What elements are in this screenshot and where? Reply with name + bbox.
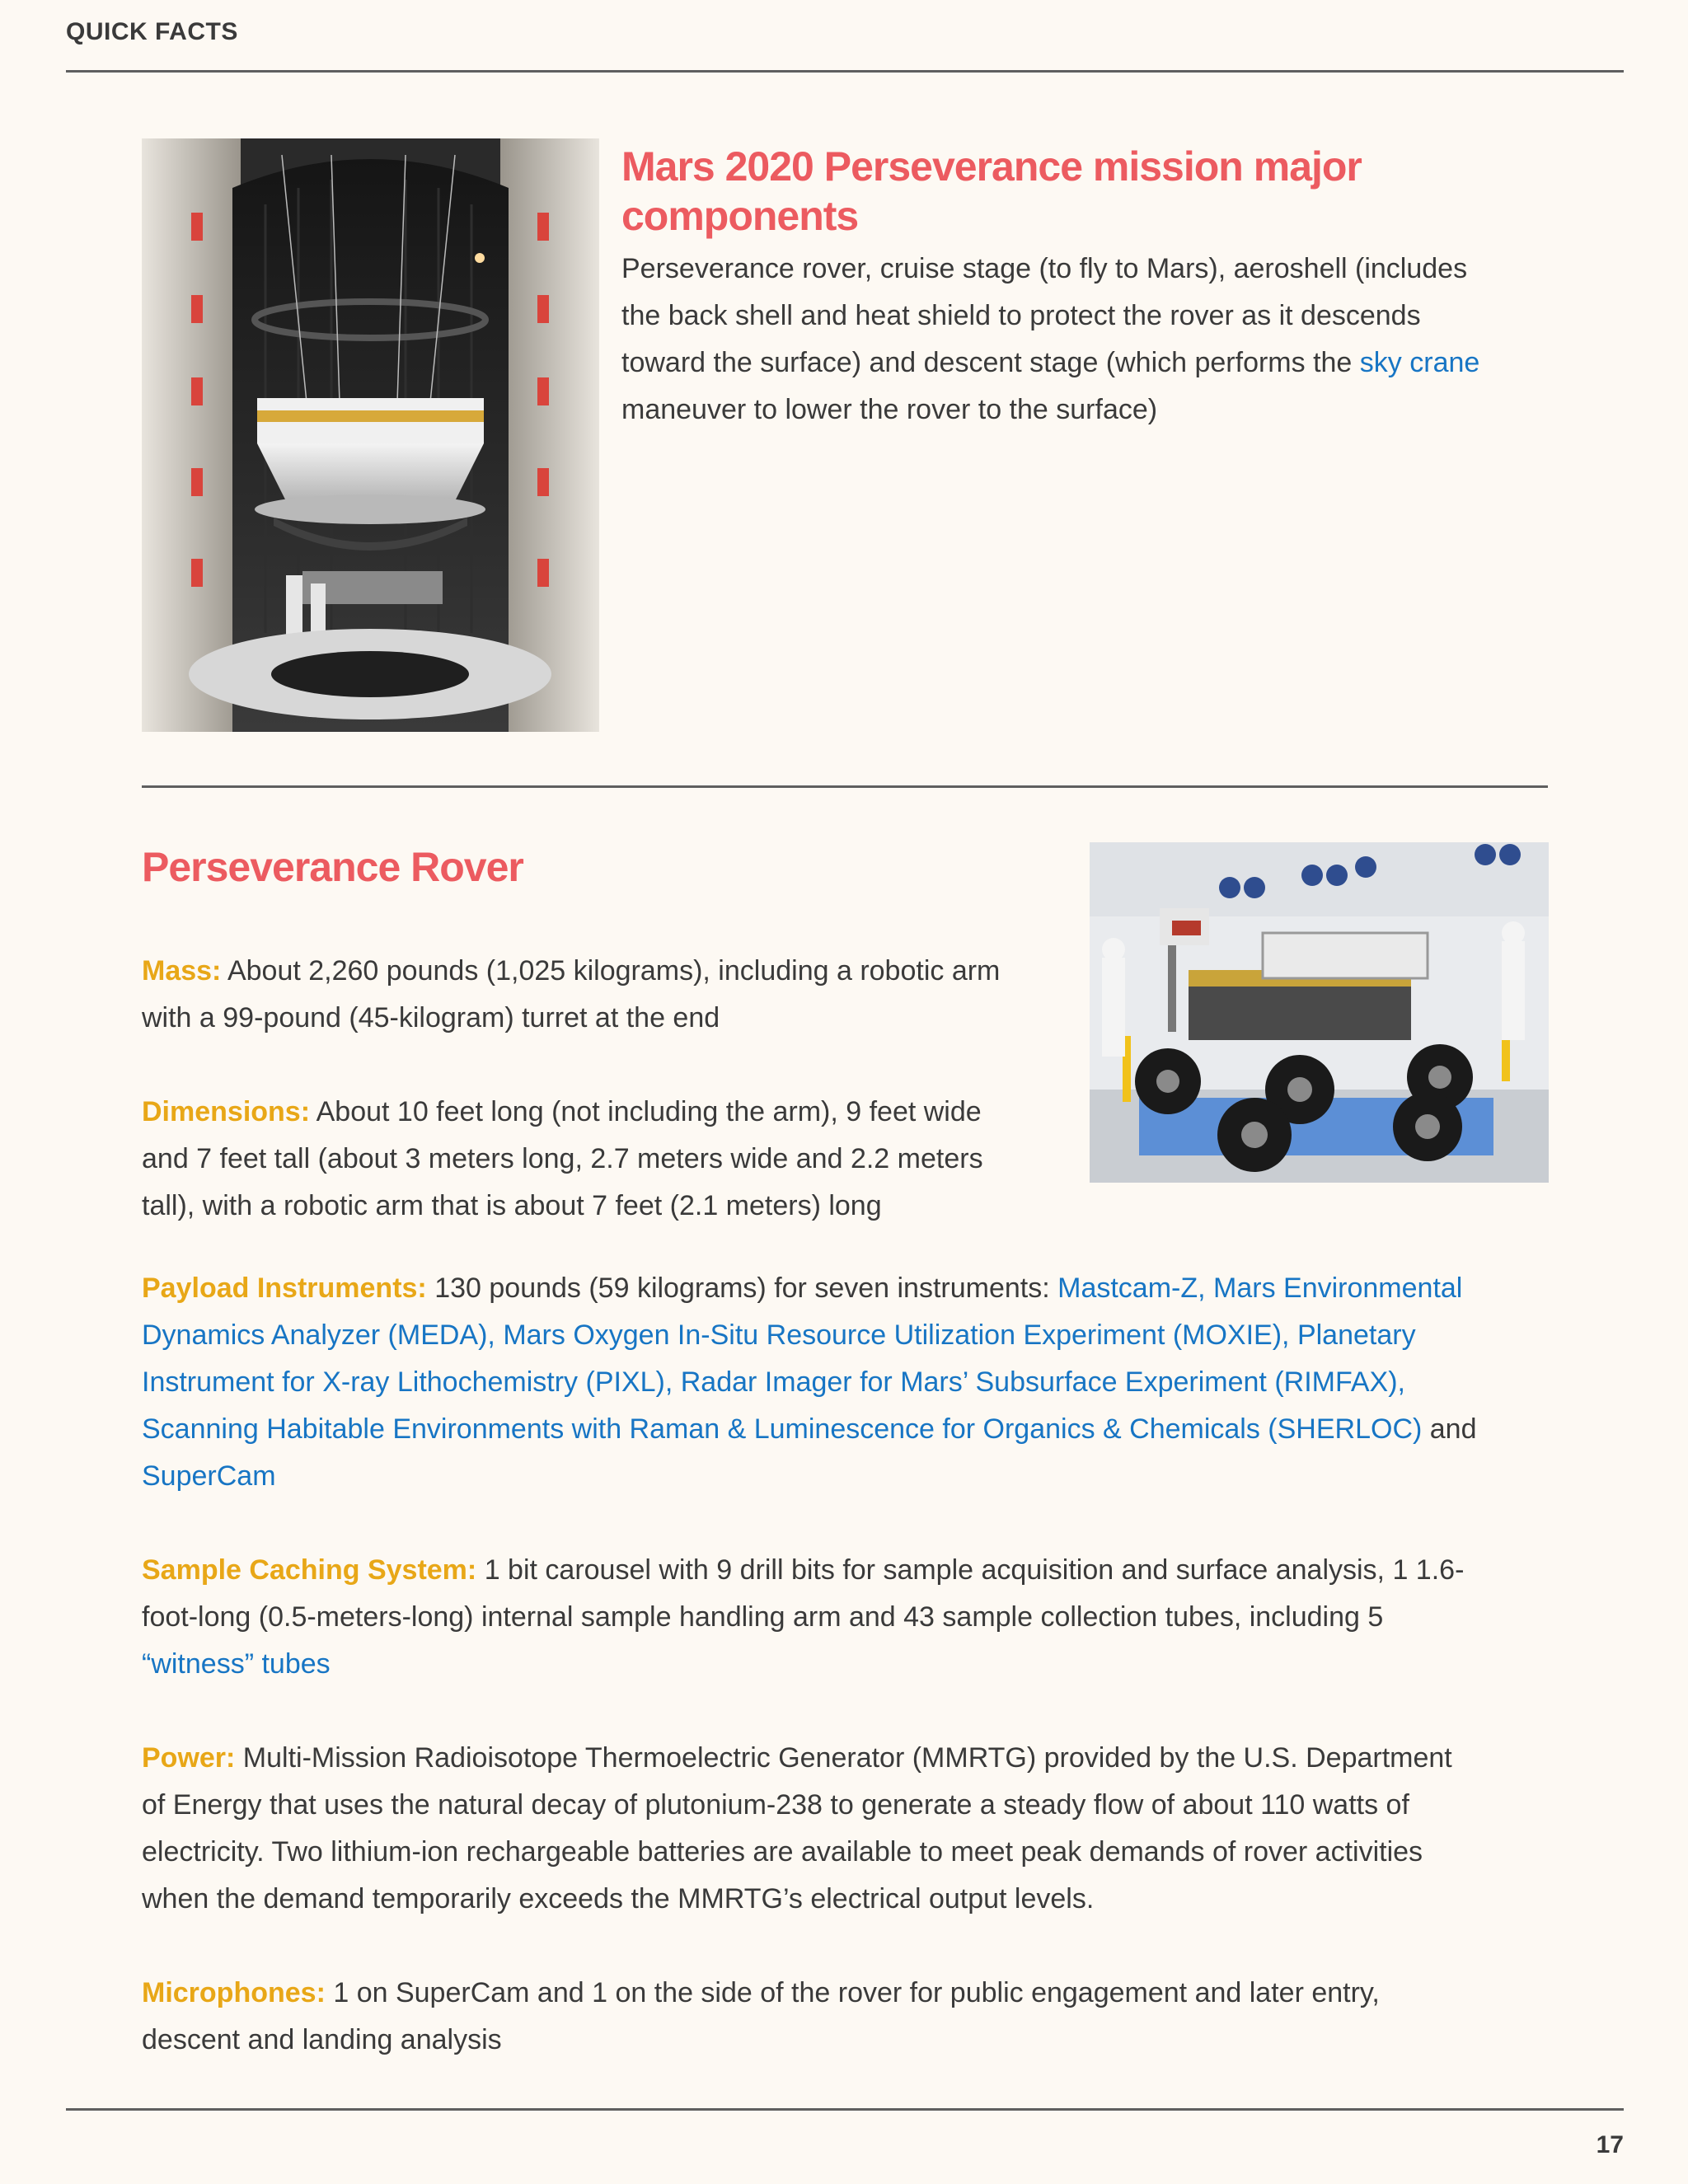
microphones-text: 1 on SuperCam and 1 on the side of the rover for public engagement and later entry, descent and landing analysis (142, 1977, 1380, 2055)
rover-photo (1090, 842, 1549, 1183)
mass-fact (142, 948, 1015, 1042)
top-divider (66, 70, 1624, 73)
power-text: Multi-Mission Radioisotope Thermoelectric Generator (MMRTG) provided by the U.S. Department of Energy that uses the natural decay of plutonium-238 to generate a steady flow of about 110 watts of electricity. Two lithium-ion rechargeable batteries are available to meet peak demands of rover activities when the demand temporarily exceeds the MMRTG’s electrical output levels. (142, 1742, 1452, 1915)
section-label: QUICK FACTS (66, 18, 238, 45)
mass-text: About 2,260 pounds (1,025 kilograms), including a robotic arm with a 99-pound (45-kilogram) turret at the end (142, 955, 1001, 1033)
sample-caching-label: Sample Caching System: (142, 1554, 477, 1586)
payload-and: and (1422, 1413, 1477, 1445)
components-description (621, 246, 1495, 434)
dimensions-fact (142, 1089, 1015, 1230)
payload-text: 130 pounds (59 kilograms) for seven instruments: (426, 1272, 1058, 1304)
witness-tubes-link[interactable]: “witness” tubes (142, 1648, 331, 1680)
sky-crane-link[interactable]: sky crane (1359, 347, 1480, 378)
payload-label: Payload Instruments: (142, 1272, 427, 1304)
power-label: Power: (142, 1742, 236, 1774)
microphones-label: Microphones: (142, 1977, 326, 2008)
spacecraft-assembly-photo (142, 138, 599, 732)
components-text-after: maneuver to lower the rover to the surface) (621, 394, 1158, 425)
bottom-divider (66, 2108, 1624, 2111)
sample-caching-text: 1 bit carousel with 9 drill bits for sample acquisition and surface analysis, 1 1.6-foot-long (0.5-meters-long) internal sample handling arm and 43 sample collection tubes, including 5 (142, 1554, 1465, 1633)
sample-caching-fact (142, 1547, 1477, 1688)
section-divider (142, 785, 1548, 788)
components-heading: Mars 2020 Perseverance mission major components (621, 143, 1362, 239)
microphones-fact (142, 1970, 1477, 2064)
rover-heading: Perseverance Rover (142, 844, 523, 890)
power-fact (142, 1735, 1477, 1923)
components-text-before: Perseverance rover, cruise stage (to fly to Mars), aeroshell (includes the back shell and heat shield to protect the rover as it descends toward the surface) and descent stage (which performs the (621, 253, 1468, 378)
instruments-links[interactable]: Mastcam-Z, Mars Environmental Dynamics Analyzer (MEDA), Mars Oxygen In-Situ Resource Utilization Experiment (MOXIE), Planetary Instrument for X-ray Lithochemistry (PIXL), Radar Imager for Mars’ Subsurface Experiment (RIMFAX), Scanning Habitable Environments with Raman & Luminescence for Organics & Chemicals (SHERLOC) (142, 1272, 1463, 1445)
mass-label: Mass: (142, 955, 222, 987)
dimensions-label: Dimensions: (142, 1096, 311, 1127)
dimensions-text: About 10 feet long (not including the arm), 9 feet wide and 7 feet tall (about 3 meters long, 2.7 meters wide and 2.2 meters tall), with a robotic arm that is about 7 feet (2.1 meters) long (142, 1096, 983, 1221)
payload-fact (142, 1265, 1477, 1500)
page-number: 17 (1596, 2131, 1624, 2158)
supercam-link[interactable]: SuperCam (142, 1460, 276, 1492)
